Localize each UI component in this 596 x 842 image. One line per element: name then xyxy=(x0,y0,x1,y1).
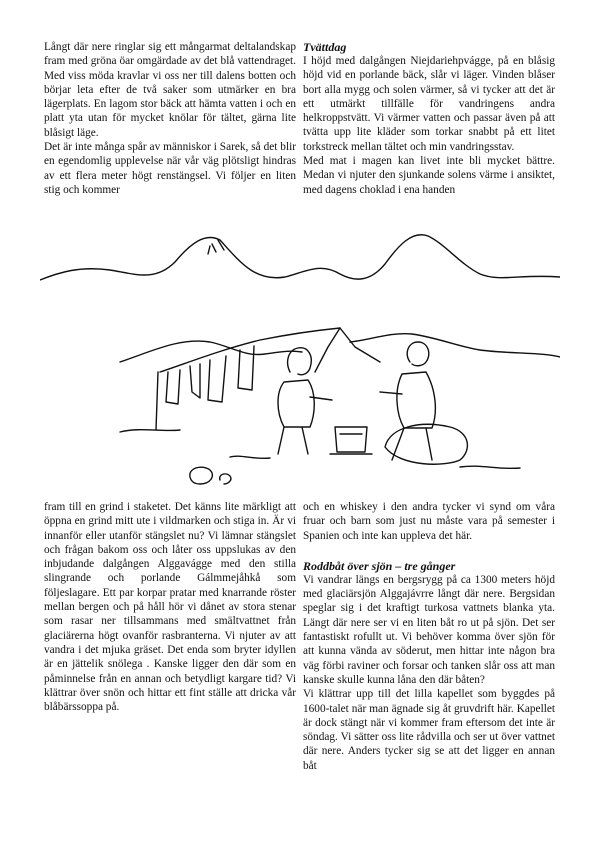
hanging-towel xyxy=(208,356,226,402)
tent-outline xyxy=(315,328,380,372)
paragraph: Långt där nere ringlar sig ett mångarmat deltalandskap fram med gröna öar omgärdade av det blå vattendraget. Med viss möda kravlar vi oss ner till dalens botten och börjar leta efter de två saker som utmärker en bra lägerplats. En lagom stor bäck att hämta vatten i och en platt yta utan för mycket knölar för tältet, gärna lite blåsigt läge. xyxy=(44,41,296,139)
hanging-sock xyxy=(190,364,200,398)
column-bottom-left xyxy=(44,500,296,714)
person-left xyxy=(278,348,332,454)
section-heading: Roddbåt över sjön – tre gånger xyxy=(303,558,456,573)
column-top-left xyxy=(44,40,296,197)
column-bottom-right xyxy=(303,500,555,773)
person-right xyxy=(380,342,435,460)
camping-stove xyxy=(330,427,372,454)
paragraph: fram till en grind i staketet. Det känns lite märkligt att öppna en grind mitt ute i vildmarken och stiga in. Är vi innanför eller utanför stängslet nu? Vi lämnar stängslet och frågan bakom oss och låter oss uppslukas av den inbjudande dalgången Alggavágge med den stilla slingrande och porlande Gálmmejåhkå som följeslagare. Ett par korpar pratar med knarrande röster mellan bergen och på håll hör vi dånet av stora stenar som rasar ner tillsammans med smältvattnet från glaciärerna högt ovanför rasbranterna. Vi njuter av att vandra i det mjuka gräset. Det enda som bryter idyllen är en jättelik snölega . Kanske ligger den där som en påminnelse från en annan och betydligt kargare tid? Vi klättrar över snön och hittar ett fint ställe att dricka vår blåbärssoppa på. xyxy=(44,501,296,714)
grass-strokes xyxy=(120,430,520,469)
hiking-staff xyxy=(156,372,158,430)
column-top-right xyxy=(303,40,555,197)
camp-sketch-illustration xyxy=(40,222,560,492)
foreground-ridge xyxy=(120,334,560,362)
paragraph: I höjd med dalgången Niejdariehpvágge, på en blåsig höjd vid en porlande bäck, slår vi läger. Vinden blåser bort alla mygg och solen värmer, så vi tycker att det är ett utmärkt tillfälle för vandringens andra helkroppstvätt. Vi värmer vatten och passar även på att tvätta upp lite kläder som torkar snabbt på ett litet torkstreck mellan tältet och min vandringsstav. xyxy=(303,55,555,153)
paragraph: Med mat i magen kan livet inte bli mycket bättre. Medan vi njuter den sjunkande solens värme i ansiktet, med dagens choklad i ena handen xyxy=(303,155,555,196)
paragraph: Vi klättrar upp till det lilla kapellet som byggdes på 1600-talet när man ägnade sig åt gruvdrift här. Kapellet är dock stängt när vi kommer fram eftersom det inte är söndag. Vi sätter oss lite rådvilla och ser ut över vattnet där nere. Anders tycker sig se att det ligger en annan båt xyxy=(303,688,555,772)
hanging-shirt xyxy=(166,370,180,404)
stone-left xyxy=(190,467,213,484)
stone-small xyxy=(220,474,231,484)
paragraph: Vi vandrar längs en bergsrygg på ca 1300 meters höjd med glaciärsjön Alggajávrre långt där nere. Bergsidan speglar sig i det kraftigt turkosa vattnets blanka yta. Längt där nere ser vi en liten båt ro ut på sjön. Det ser fantastiskt rofullt ut. Vi behöver komma över sjön för att kunna vända av söderut, men hittar inte någon bra väg förbi raviner och forsar och tanken slår oss att man kanske skulle kunna låna den där båten? xyxy=(303,573,555,686)
section-heading: Tvättdag xyxy=(303,40,347,54)
paragraph: och en whiskey i den andra tycker vi synd om våra fruar och barn som just nu måste vara på semester i Spanien och inte kan uppleva det här. xyxy=(303,501,555,542)
mountain-ridge xyxy=(40,235,560,280)
paragraph: Det är inte många spår av människor i Sarek, så det blir en egendomlig upplevelse när vår väg plötsligt hindras av ett flera meter högt renstängsel. Vi följer en liten stig och kommer xyxy=(44,141,296,196)
clothesline xyxy=(160,328,340,372)
camp-sketch-svg xyxy=(40,222,560,492)
section-roddbat xyxy=(303,559,555,773)
